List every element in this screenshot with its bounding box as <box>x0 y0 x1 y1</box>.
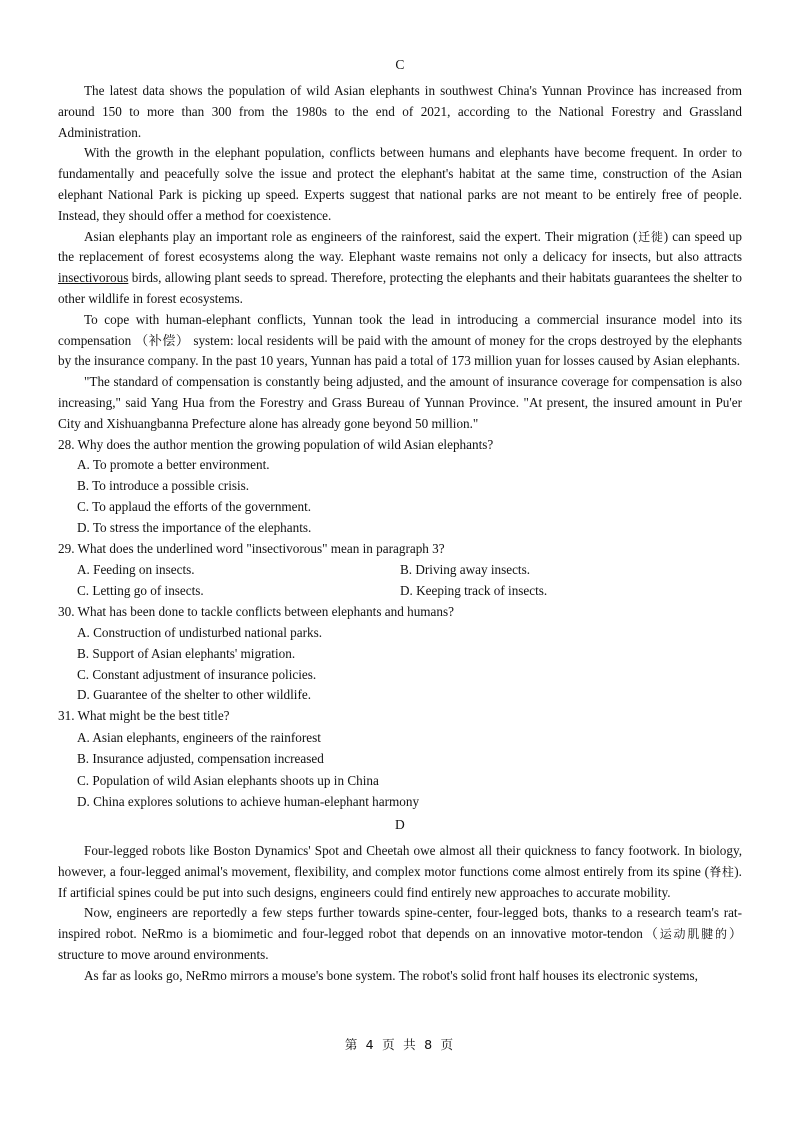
page-content <box>58 55 742 987</box>
passage-c-letter: C <box>395 57 405 72</box>
question-29-options <box>58 560 742 602</box>
question-29-option-c[interactable]: C. Letting go of insects. <box>77 582 204 598</box>
question-29-option-row-1 <box>58 560 742 581</box>
paragraph-3-part-2: ) can speed up the replacement of forest ecosystems along the way. Elephant waste remains not only a delicacy for insects, but also attracts <box>58 228 742 265</box>
question-29-option-b[interactable]: B. Driving away insects. <box>400 561 531 577</box>
question-31-option-c[interactable]: C. Population of wild Asian elephants shoots up in China <box>77 772 379 788</box>
chinese-gloss-motor-tendon: 运动肌腱的 <box>659 927 729 942</box>
passage-d-p1-part-1: Four-legged robots like Boston Dynamics' Spot and Cheetah owe almost all their quickness to fancy footwork. In biology, however, a four-legged animal's movement, flexibility, and complex motor functions come almost entirely from its spine ( <box>58 843 742 879</box>
passage-c-paragraph-3 <box>58 227 742 310</box>
question-30-option-c[interactable]: C. Constant adjustment of insurance policies. <box>77 666 317 682</box>
question-29-option-row-2 <box>58 581 742 602</box>
question-28-option-c[interactable]: C. To applaud the efforts of the government. <box>77 499 312 515</box>
question-31-stem: 31. What might be the best title? <box>58 708 230 724</box>
passage-d-paragraph-1 <box>58 841 742 903</box>
passage-c-paragraph-5: "The standard of compensation is constantly being adjusted, and the amount of insurance coverage for compensation is also increasing," said Yang Hua from the Forestry and Grass Bureau of Yunnan Province. "At present, the insured amount in Pu'er City and Xishuangbanna Prefecture alone has already gone beyond 50 million." <box>58 374 742 431</box>
paragraph-3-part-1: Asian elephants play an important role as engineers of the rainforest, said the expert. Their migration ( <box>84 228 638 244</box>
passage-d-paragraph-3: As far as looks go, NeRmo mirrors a mouse's bone system. The robot's solid front half houses its electronic systems, <box>84 967 698 983</box>
passage-d-p1-part-2: ). If artificial spines could be put into such designs, engineers could find entirely new approaches to accurate mobility. <box>58 863 742 900</box>
question-31-option-d[interactable]: D. China explores solutions to achieve human-elephant harmony <box>77 793 420 809</box>
passage-d-paragraph-2 <box>58 903 742 965</box>
question-28-option-d[interactable]: D. To stress the importance of the elephants. <box>77 520 312 536</box>
page-footer: 第 4 页 共 8 页 <box>344 1037 456 1052</box>
question-29-option-a[interactable]: A. Feeding on insects. <box>77 561 195 577</box>
question-28-option-b[interactable]: B. To introduce a possible crisis. <box>77 478 250 494</box>
passage-d-p2-part-2: ）structure to move around environments. <box>58 926 742 963</box>
question-28-options <box>58 455 742 539</box>
passage-c-paragraph-4: To cope with human-elephant conflicts, Yunnan took the lead in introducing a commercial insurance model into its compensation （补偿） system: local residents will be paid with the amount of money for the crops destroyed by the elephants by the insurance company. In the past 10 years, Yunnan has paid a total of 173 million yuan for losses caused by Asian elephants. <box>58 311 742 369</box>
question-30-option-a[interactable]: A. Construction of undisturbed national parks. <box>77 624 323 640</box>
passage-c-paragraph-2: With the growth in the elephant population, conflicts between humans and elephants have become frequent. In order to fundamentally and peacefully solve the issue and protect the elephant's habitat at the same time, construction of the Asian elephant National Park is picking up speed. Experts suggest that national parks are not meant to be entirely free of people. Instead, they should offer a method for coexistence. <box>58 145 742 223</box>
question-29-stem: 29. What does the underlined word "insectivorous" mean in paragraph 3? <box>58 541 445 557</box>
passage-d-p2-part-1: Now, engineers are reportedly a few steps further towards spine-center, four-legged bots, thanks to a research team's rat-inspired robot. NeRmo is a biomimetic and four-legged robot that depends on an innovative motor-tendon（ <box>58 905 742 942</box>
question-28-stem: 28. Why does the author mention the growing population of wild Asian elephants? <box>58 436 494 452</box>
paragraph-3-part-3: birds, allowing plant seeds to spread. Therefore, protecting the elephants and their habitats guarantees the shelter to other wildlife in forest ecosystems. <box>58 270 742 306</box>
question-30-option-d[interactable]: D. Guarantee of the shelter to other wildlife. <box>77 687 311 703</box>
question-29-option-d[interactable]: D. Keeping track of insects. <box>400 582 548 598</box>
underlined-word-insectivorous: insectivorous <box>58 270 129 286</box>
question-31-options <box>58 727 742 812</box>
question-30-option-b[interactable]: B. Support of Asian elephants' migration. <box>77 645 296 661</box>
question-28-option-a[interactable]: A. To promote a better environment. <box>77 457 270 473</box>
question-30-options <box>58 623 742 707</box>
chinese-gloss-migration: 迁徙 <box>637 229 664 244</box>
question-31-option-b[interactable]: B. Insurance adjusted, compensation increased <box>77 751 324 767</box>
chinese-gloss-spine: 脊柱 <box>709 864 735 879</box>
passage-d-letter: D <box>395 817 405 833</box>
question-31-option-a[interactable]: A. Asian elephants, engineers of the rainforest <box>77 730 321 746</box>
passage-c-paragraph-1: The latest data shows the population of wild Asian elephants in southwest China's Yunnan Province has increased from around 150 to more than 300 from the 1980s to the end of 2021, according to the National Forestry and Grassland Administration. <box>58 83 742 140</box>
question-30-stem: 30. What has been done to tackle conflicts between elephants and humans? <box>58 603 454 619</box>
